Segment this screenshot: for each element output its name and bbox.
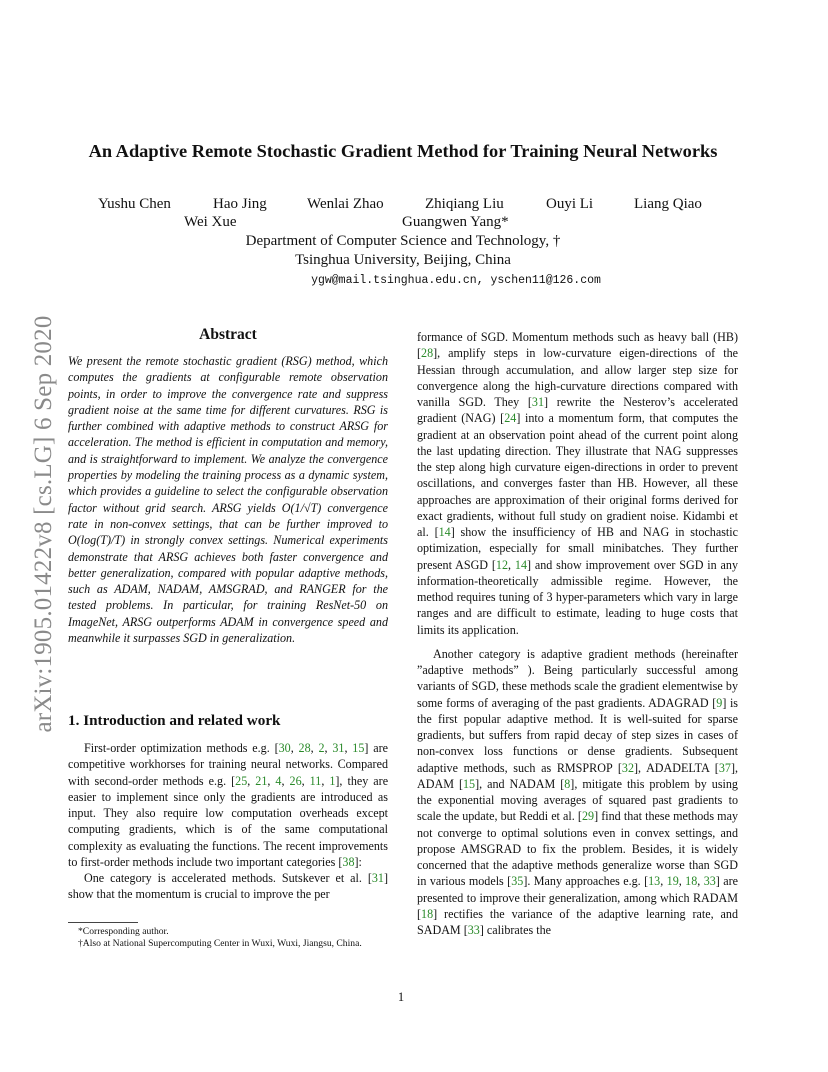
arxiv-identifier-stamp: arXiv:1905.01422v8 [cs.LG] 6 Sep 2020	[30, 315, 57, 733]
citation-link[interactable]: 31	[531, 395, 545, 409]
citation-link[interactable]: 24	[504, 411, 517, 426]
author-name: Hao Jing	[213, 196, 267, 212]
citation-link[interactable]: 12	[495, 557, 509, 572]
author-name: Wenlai Zhao	[307, 196, 384, 212]
footnote: *Corresponding author.	[78, 926, 169, 937]
citation-link[interactable]: 4	[275, 773, 282, 788]
author-name: Ouyi Li	[546, 196, 594, 212]
citation-link[interactable]: 25	[235, 773, 248, 788]
citation-link[interactable]: 28	[298, 741, 311, 755]
author-name: Zhiqiang Liu	[425, 196, 504, 212]
citation-link[interactable]: 18	[421, 906, 434, 921]
citation-link[interactable]: 19	[666, 874, 679, 889]
paragraph: Another category is adaptive gradient methods (hereinafter ”adaptive methods” ). Being particularly successful among variants of SGD, these methods scale the gradient elementwise by some forms of averaging of the past gradients. ADAGRAD [9] is the first popular adaptive method. It is well-suited for sparse gradients, but suffers from rapid decay of step sizes in cases of non-convex loss functions or dense gradients. Subsequent adaptive methods, such as RMSPROP [32], ADADELTA [37], ADAM [15], and NADAM [8], mitigate this problem by using the exponential moving averages of squared past gradients to scale the update, but Reddi et al. [29] find that these methods may not converge to optimal solutions even in convex settings, and propose AMSGRAD to fix the problem. Besides, it is widely concerned that the adaptive methods generalize worse than SGD in various models [35]. Many approaches e.g. [13, 19, 18, 33] are presented to improve their generalization, among which RADAM [18] rectifies the variance of the adaptive learning rate, and SADAM [33] calibrates the	[417, 646, 739, 937]
citation-link[interactable]: 15	[352, 741, 365, 755]
citation-link[interactable]: 18	[685, 874, 698, 889]
citation-link[interactable]: 11	[309, 773, 322, 788]
left-column-body	[68, 740, 388, 903]
author-name: Wei Xue	[184, 214, 237, 230]
paragraph: One category is accelerated methods. Sutskever et al. [31] show that the momentum is crucial to improve the per	[68, 871, 388, 902]
citation-link[interactable]: 2	[318, 741, 325, 755]
citation-link[interactable]: 28	[421, 346, 434, 361]
citation-link[interactable]: 31	[332, 741, 345, 755]
affiliation-line: Department of Computer Science and Technology, †	[245, 233, 561, 249]
citation-link[interactable]: 14	[438, 525, 451, 539]
author-name: Yushu Chen	[98, 196, 171, 212]
footnote-divider	[68, 922, 138, 923]
citation-link[interactable]: 26	[289, 773, 302, 788]
citation-link[interactable]: 30	[278, 741, 291, 755]
right-column-body	[417, 329, 738, 938]
paragraph: formance of SGD. Momentum methods such as heavy ball (HB) [28], amplify steps in low-curvature eigen-directions of the Hessian through accumulation, and allow larger step size for convergence along the high-curvature directions compared with vanilla SGD. They [31] rewrite the Nesterov’s accelerated gradient (NAG) [24] into a momentum form, that computes the gradient at an observation point ahead of the current point along the last updating direction. They illustrate that NAG suppresses the step along high curvature eigen-directions in order to prevent oscillations, and converges faster than HB. However, all these approaches are approximation of their original forms derived for exact gradients, without full study on gradient noise. Kidambi et al. [14] show the insufficiency of HB and NAG in stochastic optimization, especially for small minibatches. They further present ASGD [12, 14] and show improvement over SGD in any information-theoretically admissible regime. However, the method requires tuning of 3 hyper-parameters which vary in large ranges and are difficult to estimate, leading to huge costs that limits its application.	[417, 330, 738, 637]
citation-link[interactable]: 15	[462, 776, 476, 791]
footnote: †Also at National Supercomputing Center in Wuxi, Wuxi, Jiangsu, China.	[78, 938, 362, 950]
paper-title: An Adaptive Remote Stochastic Gradient Method for Training Neural Networks	[88, 141, 718, 161]
citation-link[interactable]: 33	[467, 923, 480, 937]
footnotes	[68, 926, 388, 951]
section-heading: 1. Introduction and related work	[68, 712, 281, 729]
citation-link[interactable]: 13	[648, 874, 661, 889]
citation-link[interactable]: 21	[255, 773, 268, 788]
citation-link[interactable]: 1	[329, 773, 336, 788]
citation-link[interactable]: 29	[581, 809, 595, 824]
citation-link[interactable]: 31	[371, 871, 384, 885]
citation-link[interactable]: 38	[342, 854, 355, 869]
citation-link[interactable]: 32	[621, 760, 635, 775]
citation-link[interactable]: 9	[716, 695, 723, 710]
paragraph: First-order optimization methods e.g. [30, 28, 2, 31, 15] are competitive workhorses for training neural networks. Compared with second-order methods e.g. [25, 21, 4, 26, 11, 1], they are easier to implement since only the gradients are introduced as input. They also require low computation overheads except computing gradients, which is of the same computational complexity as evaluating the functions. The recent improvements to first-order methods include two important categories [38]:	[68, 741, 389, 869]
citation-link[interactable]: 8	[564, 776, 571, 791]
author-name: Guangwen Yang*	[402, 214, 509, 230]
citation-link[interactable]: 14	[514, 557, 527, 572]
citation-link[interactable]: 35	[511, 874, 524, 889]
citation-link[interactable]: 37	[718, 760, 731, 775]
affiliation-line: Tsinghua University, Beijing, China	[295, 252, 511, 268]
author-name: Liang Qiao	[634, 196, 702, 212]
abstract-heading: Abstract	[199, 326, 257, 343]
page-number: 1	[397, 990, 405, 1004]
abstract-text: We present the remote stochastic gradient (RSG) method, which computes the gradients at configurable remote observation points, in order to improve the convergence rate and suppress gradient noise at the same time for different curvatures. RSG is further combined with adaptive methods to construct ARSG for acceleration. The method is efficient in computation and memory, and is straightforward to implement. We analyze the convergence properties by modeling the training process as a dynamic system, which provides a guideline to select the configurable observation factor without grid search. ARSG yields O(1/√T) convergence rate in non-convex settings, that can be further improved to O(log(T)/T) in strongly convex settings. Numerical experiments demonstrate that ARSG achieves both faster convergence and better generalization, compared with popular adaptive methods, such as ADAM, NADAM, AMSGRAD, and RANGER for the tested problems. In particular, for training ResNet-50 on ImageNet, ARSG outperforms ADAM in convergence speed and meanwhile it surpasses SGD in generalization.	[68, 354, 388, 646]
author-emails: ygw@mail.tsinghua.edu.cn, yschen11@126.com	[311, 274, 601, 287]
citation-link[interactable]: 33	[703, 874, 716, 889]
